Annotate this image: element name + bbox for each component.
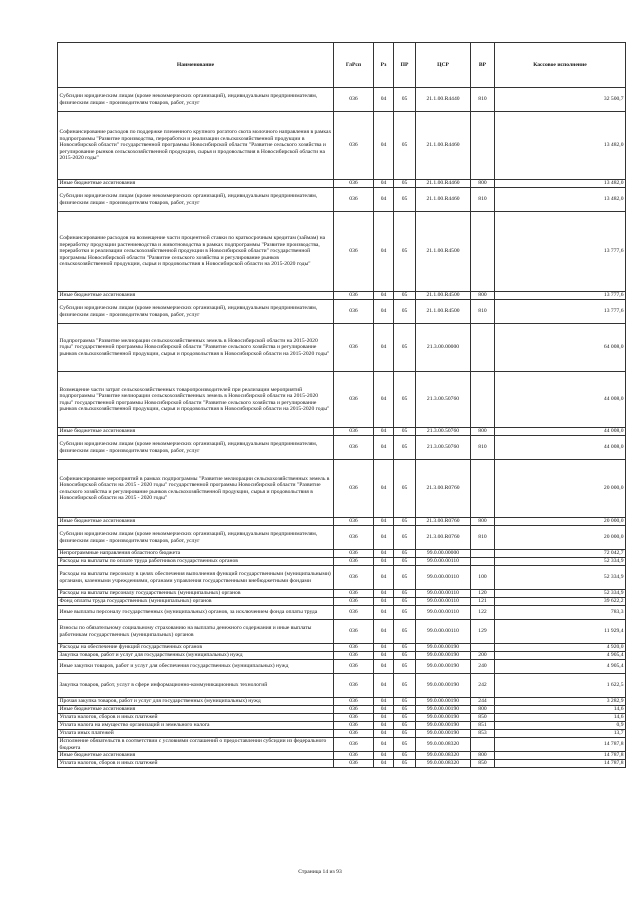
cell-vr: 244 <box>471 698 495 706</box>
cell-name: Софинансирование мероприятий в рамках подпрограммы "Развитие мелиорации сельскохозяйственных земель в Новосибирской области на 2015 - 2020 годы" государственной программы Новосибирской области "Развитие сельского хозяйства и регулирование рынков сельскохозяйственной продукции, сырья и продовольствия в Новосибирской области на 2015 - 2020 годы" <box>58 460 334 518</box>
cell-amount: 13 482,0 <box>495 188 626 212</box>
cell-vr: 850 <box>471 760 495 768</box>
table-row <box>58 652 626 660</box>
cell-rz: 04 <box>374 324 394 372</box>
table-row <box>58 372 626 428</box>
cell-vr <box>471 644 495 652</box>
cell-grs: 036 <box>334 526 374 550</box>
cell-vr: 100 <box>471 566 495 590</box>
cell-amount: 20 000,0 <box>495 518 626 526</box>
cell-name: Уплата налогов, сборов и иных платежей <box>58 760 334 768</box>
cell-rz: 04 <box>374 714 394 722</box>
cell-name: Прочая закупка товаров, работ и услуг для государственных (муниципальных) нужд <box>58 698 334 706</box>
cell-grs: 036 <box>334 566 374 590</box>
cell-rz: 04 <box>374 300 394 324</box>
cell-csr: 21.1.00.R4500 <box>416 300 471 324</box>
cell-csr: 99.0.00.00110 <box>416 598 471 606</box>
cell-vr: 853 <box>471 730 495 738</box>
cell-pr: 05 <box>394 88 416 112</box>
cell-vr: 800 <box>471 180 495 188</box>
cell-name: Уплата налога на имущество организаций и земельного налога <box>58 722 334 730</box>
table-row <box>58 558 626 566</box>
cell-name: Взносы по обязательному социальному страхованию на выплаты денежного содержания и иные выплаты работникам государственных (муниципальных) органов <box>58 620 334 644</box>
cell-name: Непрограммные направления областного бюджета <box>58 550 334 558</box>
cell-rz: 04 <box>374 112 394 180</box>
table-row <box>58 730 626 738</box>
header-vr: ВР <box>471 43 495 88</box>
cell-vr: 200 <box>471 652 495 660</box>
cell-grs: 036 <box>334 188 374 212</box>
cell-name: Иные бюджетные ассигнования <box>58 292 334 300</box>
cell-pr: 05 <box>394 558 416 566</box>
table-row <box>58 606 626 620</box>
cell-vr: 850 <box>471 714 495 722</box>
cell-name: Расходы на обеспечение функций государственных органов <box>58 644 334 652</box>
cell-rz: 04 <box>374 292 394 300</box>
table-row <box>58 428 626 436</box>
cell-amount: 4 905,4 <box>495 652 626 660</box>
cell-amount: 52 334,9 <box>495 566 626 590</box>
cell-name: Иные бюджетные ассигнования <box>58 752 334 760</box>
cell-name: Иные выплаты персоналу государственных (муниципальных) органов, за исключением фонда оплаты труда <box>58 606 334 620</box>
cell-csr: 99.0.00.00110 <box>416 558 471 566</box>
cell-grs: 036 <box>334 436 374 460</box>
cell-pr: 05 <box>394 606 416 620</box>
cell-amount: 3 282,9 <box>495 698 626 706</box>
cell-csr: 99.0.00.00190 <box>416 722 471 730</box>
cell-grs: 036 <box>334 518 374 526</box>
cell-name: Субсидии юридическим лицам (кроме некоммерческих организаций), индивидуальным предпринимателям, физическим лицам - производителям товаров, работ, услуг <box>58 300 334 324</box>
cell-amount: 13 482,0 <box>495 180 626 188</box>
cell-rz: 04 <box>374 652 394 660</box>
table-row <box>58 550 626 558</box>
cell-amount: 13 482,0 <box>495 112 626 180</box>
cell-vr <box>471 324 495 372</box>
cell-csr: 21.3.00.50760 <box>416 372 471 428</box>
cell-vr: 810 <box>471 526 495 550</box>
table-row <box>58 674 626 698</box>
cell-grs: 036 <box>334 460 374 518</box>
cell-amount: 13,7 <box>495 730 626 738</box>
table-row <box>58 460 626 518</box>
cell-grs: 036 <box>334 606 374 620</box>
cell-amount: 0,9 <box>495 722 626 730</box>
cell-name: Фонд оплаты труда государственных (муниципальных) органов <box>58 598 334 606</box>
cell-rz: 04 <box>374 722 394 730</box>
cell-csr: 99.0.00.00190 <box>416 660 471 674</box>
cell-vr: 800 <box>471 292 495 300</box>
cell-vr: 810 <box>471 88 495 112</box>
cell-pr: 05 <box>394 212 416 292</box>
cell-amount: 52 334,9 <box>495 558 626 566</box>
cell-name: Исполнение обязательств в соответствии с условиями соглашений о предоставлении субсидии из федерального бюджета <box>58 738 334 752</box>
cell-pr: 05 <box>394 730 416 738</box>
table-row <box>58 436 626 460</box>
cell-rz: 04 <box>374 730 394 738</box>
cell-csr: 21.3.00.R0760 <box>416 518 471 526</box>
table-row <box>58 112 626 180</box>
cell-grs: 036 <box>334 590 374 598</box>
cell-name: Уплата иных платежей <box>58 730 334 738</box>
cell-grs: 036 <box>334 428 374 436</box>
cell-csr: 21.3.00.R0760 <box>416 460 471 518</box>
cell-rz: 04 <box>374 212 394 292</box>
table-row <box>58 212 626 292</box>
cell-csr: 99.0.00.00190 <box>416 714 471 722</box>
cell-csr: 99.0.00.00190 <box>416 652 471 660</box>
cell-vr <box>471 550 495 558</box>
cell-amount: 52 334,9 <box>495 590 626 598</box>
cell-grs: 036 <box>334 598 374 606</box>
cell-grs: 036 <box>334 698 374 706</box>
cell-vr: 800 <box>471 706 495 714</box>
cell-name: Расходы на выплаты по оплате труда работников государственных органов <box>58 558 334 566</box>
table-header-row <box>58 43 626 88</box>
cell-name: Подпрограмма "Развитие мелиорации сельскохозяйственных земель в Новосибирской области на 2015-2020 годы" государственной программы Новосибирской области "Развитие сельского хозяйства и регулирование рынков сельскохозяйственной продукции, сырья и продовольствия в Новосибирской области на 2015-2020 годы" <box>58 324 334 372</box>
cell-rz: 04 <box>374 518 394 526</box>
cell-pr: 05 <box>394 372 416 428</box>
table-row <box>58 752 626 760</box>
table-row <box>58 698 626 706</box>
cell-grs: 036 <box>334 714 374 722</box>
cell-amount: 64 008,0 <box>495 324 626 372</box>
cell-grs: 036 <box>334 706 374 714</box>
cell-rz: 04 <box>374 644 394 652</box>
cell-csr: 99.0.00.00110 <box>416 620 471 644</box>
header-grs: ГлРсп <box>334 43 374 88</box>
cell-grs: 036 <box>334 738 374 752</box>
cell-name: Возмещение части затрат сельскохозяйственных товаропроизводителей при реализации мероприятий подпрограммы "Развитие мелиорации сельскохозяйственных земель в Новосибирской области на 2015-2020 годы" государственной программы Новосибирской области "Развитие сельского хозяйства и регулирование рынков сельскохозяйственной продукции, сырья и продовольствия в Новосибирской области на 2015-2020 годы" <box>58 372 334 428</box>
cell-vr: 810 <box>471 300 495 324</box>
table-row <box>58 526 626 550</box>
cell-csr: 21.3.00.R0760 <box>416 526 471 550</box>
header-csr: ЦСР <box>416 43 471 88</box>
cell-vr <box>471 738 495 752</box>
cell-rz: 04 <box>374 752 394 760</box>
cell-csr: 99.0.00.08320 <box>416 760 471 768</box>
cell-name: Иные бюджетные ассигнования <box>58 428 334 436</box>
cell-grs: 036 <box>334 730 374 738</box>
cell-pr: 05 <box>394 590 416 598</box>
cell-pr: 05 <box>394 620 416 644</box>
cell-grs: 036 <box>334 722 374 730</box>
cell-pr: 05 <box>394 300 416 324</box>
cell-pr: 05 <box>394 760 416 768</box>
table-row <box>58 760 626 768</box>
cell-amount: 20 000,0 <box>495 526 626 550</box>
cell-amount: 14 787,8 <box>495 738 626 752</box>
cell-grs: 036 <box>334 558 374 566</box>
table-row <box>58 180 626 188</box>
cell-rz: 04 <box>374 760 394 768</box>
cell-csr: 99.0.00.00000 <box>416 550 471 558</box>
cell-pr: 05 <box>394 714 416 722</box>
table-row <box>58 598 626 606</box>
cell-amount: 14,6 <box>495 706 626 714</box>
cell-rz: 04 <box>374 606 394 620</box>
cell-rz: 04 <box>374 558 394 566</box>
cell-amount: 11 929,4 <box>495 620 626 644</box>
cell-pr: 05 <box>394 652 416 660</box>
cell-amount: 39 622,2 <box>495 598 626 606</box>
cell-grs: 036 <box>334 550 374 558</box>
cell-grs: 036 <box>334 292 374 300</box>
header-rz: Рз <box>374 43 394 88</box>
cell-vr: 122 <box>471 606 495 620</box>
cell-amount: 13 777,6 <box>495 300 626 324</box>
cell-grs: 036 <box>334 644 374 652</box>
cell-amount: 44 008,0 <box>495 372 626 428</box>
cell-amount: 44 008,0 <box>495 428 626 436</box>
cell-vr <box>471 460 495 518</box>
cell-pr: 05 <box>394 660 416 674</box>
cell-vr: 242 <box>471 674 495 698</box>
cell-pr: 05 <box>394 674 416 698</box>
cell-grs: 036 <box>334 652 374 660</box>
cell-csr: 21.3.00.00000 <box>416 324 471 372</box>
cell-amount: 13 777,6 <box>495 292 626 300</box>
cell-grs: 036 <box>334 88 374 112</box>
cell-amount: 72 042,7 <box>495 550 626 558</box>
cell-vr <box>471 558 495 566</box>
cell-rz: 04 <box>374 590 394 598</box>
table-row <box>58 88 626 112</box>
cell-name: Закупка товаров, работ, услуг в сфере информационно-коммуникационных технологий <box>58 674 334 698</box>
table-row <box>58 706 626 714</box>
cell-amount: 32 500,7 <box>495 88 626 112</box>
cell-grs: 036 <box>334 372 374 428</box>
cell-csr: 21.1.00.R4500 <box>416 212 471 292</box>
cell-amount: 4 920,0 <box>495 644 626 652</box>
cell-amount: 13 777,6 <box>495 212 626 292</box>
cell-csr: 21.1.00.R4460 <box>416 188 471 212</box>
cell-amount: 14 787,8 <box>495 752 626 760</box>
cell-pr: 05 <box>394 460 416 518</box>
cell-rz: 04 <box>374 526 394 550</box>
cell-grs: 036 <box>334 300 374 324</box>
cell-pr: 05 <box>394 644 416 652</box>
table-row <box>58 188 626 212</box>
cell-csr: 21.1.00.R4500 <box>416 292 471 300</box>
cell-pr: 05 <box>394 706 416 714</box>
cell-vr: 810 <box>471 436 495 460</box>
header-name: Наименование <box>58 43 334 88</box>
table-row <box>58 714 626 722</box>
cell-grs: 036 <box>334 752 374 760</box>
cell-rz: 04 <box>374 188 394 212</box>
cell-rz: 04 <box>374 674 394 698</box>
cell-pr: 05 <box>394 550 416 558</box>
cell-pr: 05 <box>394 598 416 606</box>
cell-vr: 240 <box>471 660 495 674</box>
table-row <box>58 300 626 324</box>
cell-csr: 99.0.00.00190 <box>416 644 471 652</box>
cell-rz: 04 <box>374 436 394 460</box>
cell-vr: 800 <box>471 752 495 760</box>
cell-pr: 05 <box>394 526 416 550</box>
cell-rz: 04 <box>374 566 394 590</box>
table-row <box>58 738 626 752</box>
cell-csr: 99.0.00.00190 <box>416 674 471 698</box>
table-row <box>58 292 626 300</box>
cell-name: Расходы на выплаты персоналу в целях обеспечения выполнения функций государственными (муниципальными) органами, казенными учреждениями, органами управления государственными внебюджетными фондами <box>58 566 334 590</box>
header-amount: Кассовое исполнение <box>495 43 626 88</box>
cell-grs: 036 <box>334 660 374 674</box>
cell-rz: 04 <box>374 428 394 436</box>
cell-rz: 04 <box>374 660 394 674</box>
cell-pr: 05 <box>394 738 416 752</box>
cell-name: Расходы на выплаты персоналу государственных (муниципальных) органов <box>58 590 334 598</box>
cell-rz: 04 <box>374 460 394 518</box>
cell-amount: 44 008,0 <box>495 436 626 460</box>
cell-rz: 04 <box>374 698 394 706</box>
cell-pr: 05 <box>394 188 416 212</box>
cell-pr: 05 <box>394 518 416 526</box>
cell-rz: 04 <box>374 706 394 714</box>
cell-name: Софинансирование расходов по поддержке племенного крупного рогатого скота молочного направления в рамках подпрограммы "Развитие производства, переработки и реализации сельскохозяйственной продукции в Новосибирской области" государственной программы Новосибирской области "Развитие сельского хозяйства и регулирование рынков сельскохозяйственной продукции, сырья и продовольствия в Новосибирской области на 2015-2020 годы" <box>58 112 334 180</box>
cell-grs: 036 <box>334 212 374 292</box>
cell-rz: 04 <box>374 550 394 558</box>
cell-csr: 99.0.00.00190 <box>416 698 471 706</box>
cell-pr: 05 <box>394 324 416 372</box>
cell-vr <box>471 212 495 292</box>
cell-amount: 14 787,8 <box>495 760 626 768</box>
cell-amount: 1 622,5 <box>495 674 626 698</box>
cell-vr: 810 <box>471 188 495 212</box>
cell-pr: 05 <box>394 722 416 730</box>
cell-vr: 120 <box>471 590 495 598</box>
table-row <box>58 518 626 526</box>
cell-rz: 04 <box>374 88 394 112</box>
cell-vr: 800 <box>471 428 495 436</box>
cell-name: Закупка товаров, работ и услуг для государственных (муниципальных) нужд <box>58 652 334 660</box>
cell-vr: 121 <box>471 598 495 606</box>
cell-name: Иные закупки товаров, работ и услуг для обеспечения государственных (муниципальных) нужд <box>58 660 334 674</box>
cell-csr: 99.0.00.00190 <box>416 730 471 738</box>
table-row <box>58 590 626 598</box>
page-footer: Страница 14 из 93 <box>298 869 342 875</box>
cell-pr: 05 <box>394 752 416 760</box>
table-row <box>58 620 626 644</box>
cell-amount: 783,3 <box>495 606 626 620</box>
cell-rz: 04 <box>374 738 394 752</box>
cell-csr: 21.1.00.R4460 <box>416 112 471 180</box>
cell-csr: 99.0.00.00110 <box>416 590 471 598</box>
cell-csr: 99.0.00.00110 <box>416 566 471 590</box>
cell-rz: 04 <box>374 372 394 428</box>
cell-grs: 036 <box>334 112 374 180</box>
cell-pr: 05 <box>394 180 416 188</box>
cell-amount: 4 905,4 <box>495 660 626 674</box>
cell-pr: 05 <box>394 566 416 590</box>
cell-csr: 21.3.00.50760 <box>416 428 471 436</box>
cell-amount: 20 000,0 <box>495 460 626 518</box>
cell-csr: 99.0.00.08320 <box>416 738 471 752</box>
cell-rz: 04 <box>374 180 394 188</box>
cell-vr <box>471 372 495 428</box>
cell-csr: 21.1.00.R4440 <box>416 88 471 112</box>
cell-csr: 99.0.00.08320 <box>416 752 471 760</box>
table-row <box>58 722 626 730</box>
cell-vr <box>471 112 495 180</box>
cell-name: Субсидии юридическим лицам (кроме некоммерческих организаций), индивидуальным предпринимателям, физическим лицам - производителям товаров, работ, услуг <box>58 188 334 212</box>
cell-grs: 036 <box>334 760 374 768</box>
table-row <box>58 644 626 652</box>
cell-name: Уплата налогов, сборов и иных платежей <box>58 714 334 722</box>
cell-csr: 99.0.00.00110 <box>416 606 471 620</box>
cell-grs: 036 <box>334 620 374 644</box>
cell-csr: 21.3.00.50760 <box>416 436 471 460</box>
cell-csr: 21.1.00.R4460 <box>416 180 471 188</box>
cell-name: Иные бюджетные ассигнования <box>58 180 334 188</box>
header-pr: ПР <box>394 43 416 88</box>
cell-name: Софинансирование расходов на возмещение части процентной ставки по краткосрочным кредитам (займам) на переработку продукции растениеводства и животноводства в рамках подпрограммы "Развитие производства, переработки и реализации сельскохозяйственной продукции в Новосибирской области" государственной программы Новосибирской области "Развитие сельского хозяйства и регулирование рынков сельскохозяйственной продукции, сырья и продовольствия в Новосибирской области на 2015-2020 годы" <box>58 212 334 292</box>
cell-amount: 14,6 <box>495 714 626 722</box>
cell-pr: 05 <box>394 292 416 300</box>
cell-name: Субсидии юридическим лицам (кроме некоммерческих организаций), индивидуальным предпринимателям, физическим лицам - производителям товаров, работ, услуг <box>58 88 334 112</box>
budget-table <box>57 42 626 768</box>
table-row <box>58 324 626 372</box>
cell-name: Иные бюджетные ассигнования <box>58 706 334 714</box>
cell-pr: 05 <box>394 428 416 436</box>
cell-name: Иные бюджетные ассигнования <box>58 518 334 526</box>
table-row <box>58 566 626 590</box>
cell-vr: 129 <box>471 620 495 644</box>
cell-rz: 04 <box>374 620 394 644</box>
cell-name: Субсидии юридическим лицам (кроме некоммерческих организаций), индивидуальным предпринимателям, физическим лицам - производителям товаров, работ, услуг <box>58 436 334 460</box>
cell-rz: 04 <box>374 598 394 606</box>
cell-grs: 036 <box>334 324 374 372</box>
cell-pr: 05 <box>394 112 416 180</box>
cell-vr: 800 <box>471 518 495 526</box>
table-body <box>58 88 626 768</box>
cell-pr: 05 <box>394 436 416 460</box>
cell-grs: 036 <box>334 180 374 188</box>
cell-pr: 05 <box>394 698 416 706</box>
cell-vr: 851 <box>471 722 495 730</box>
cell-csr: 99.0.00.00190 <box>416 706 471 714</box>
cell-grs: 036 <box>334 674 374 698</box>
table-row <box>58 660 626 674</box>
cell-name: Субсидии юридическим лицам (кроме некоммерческих организаций), индивидуальным предпринимателям, физическим лицам - производителям товаров, работ, услуг <box>58 526 334 550</box>
